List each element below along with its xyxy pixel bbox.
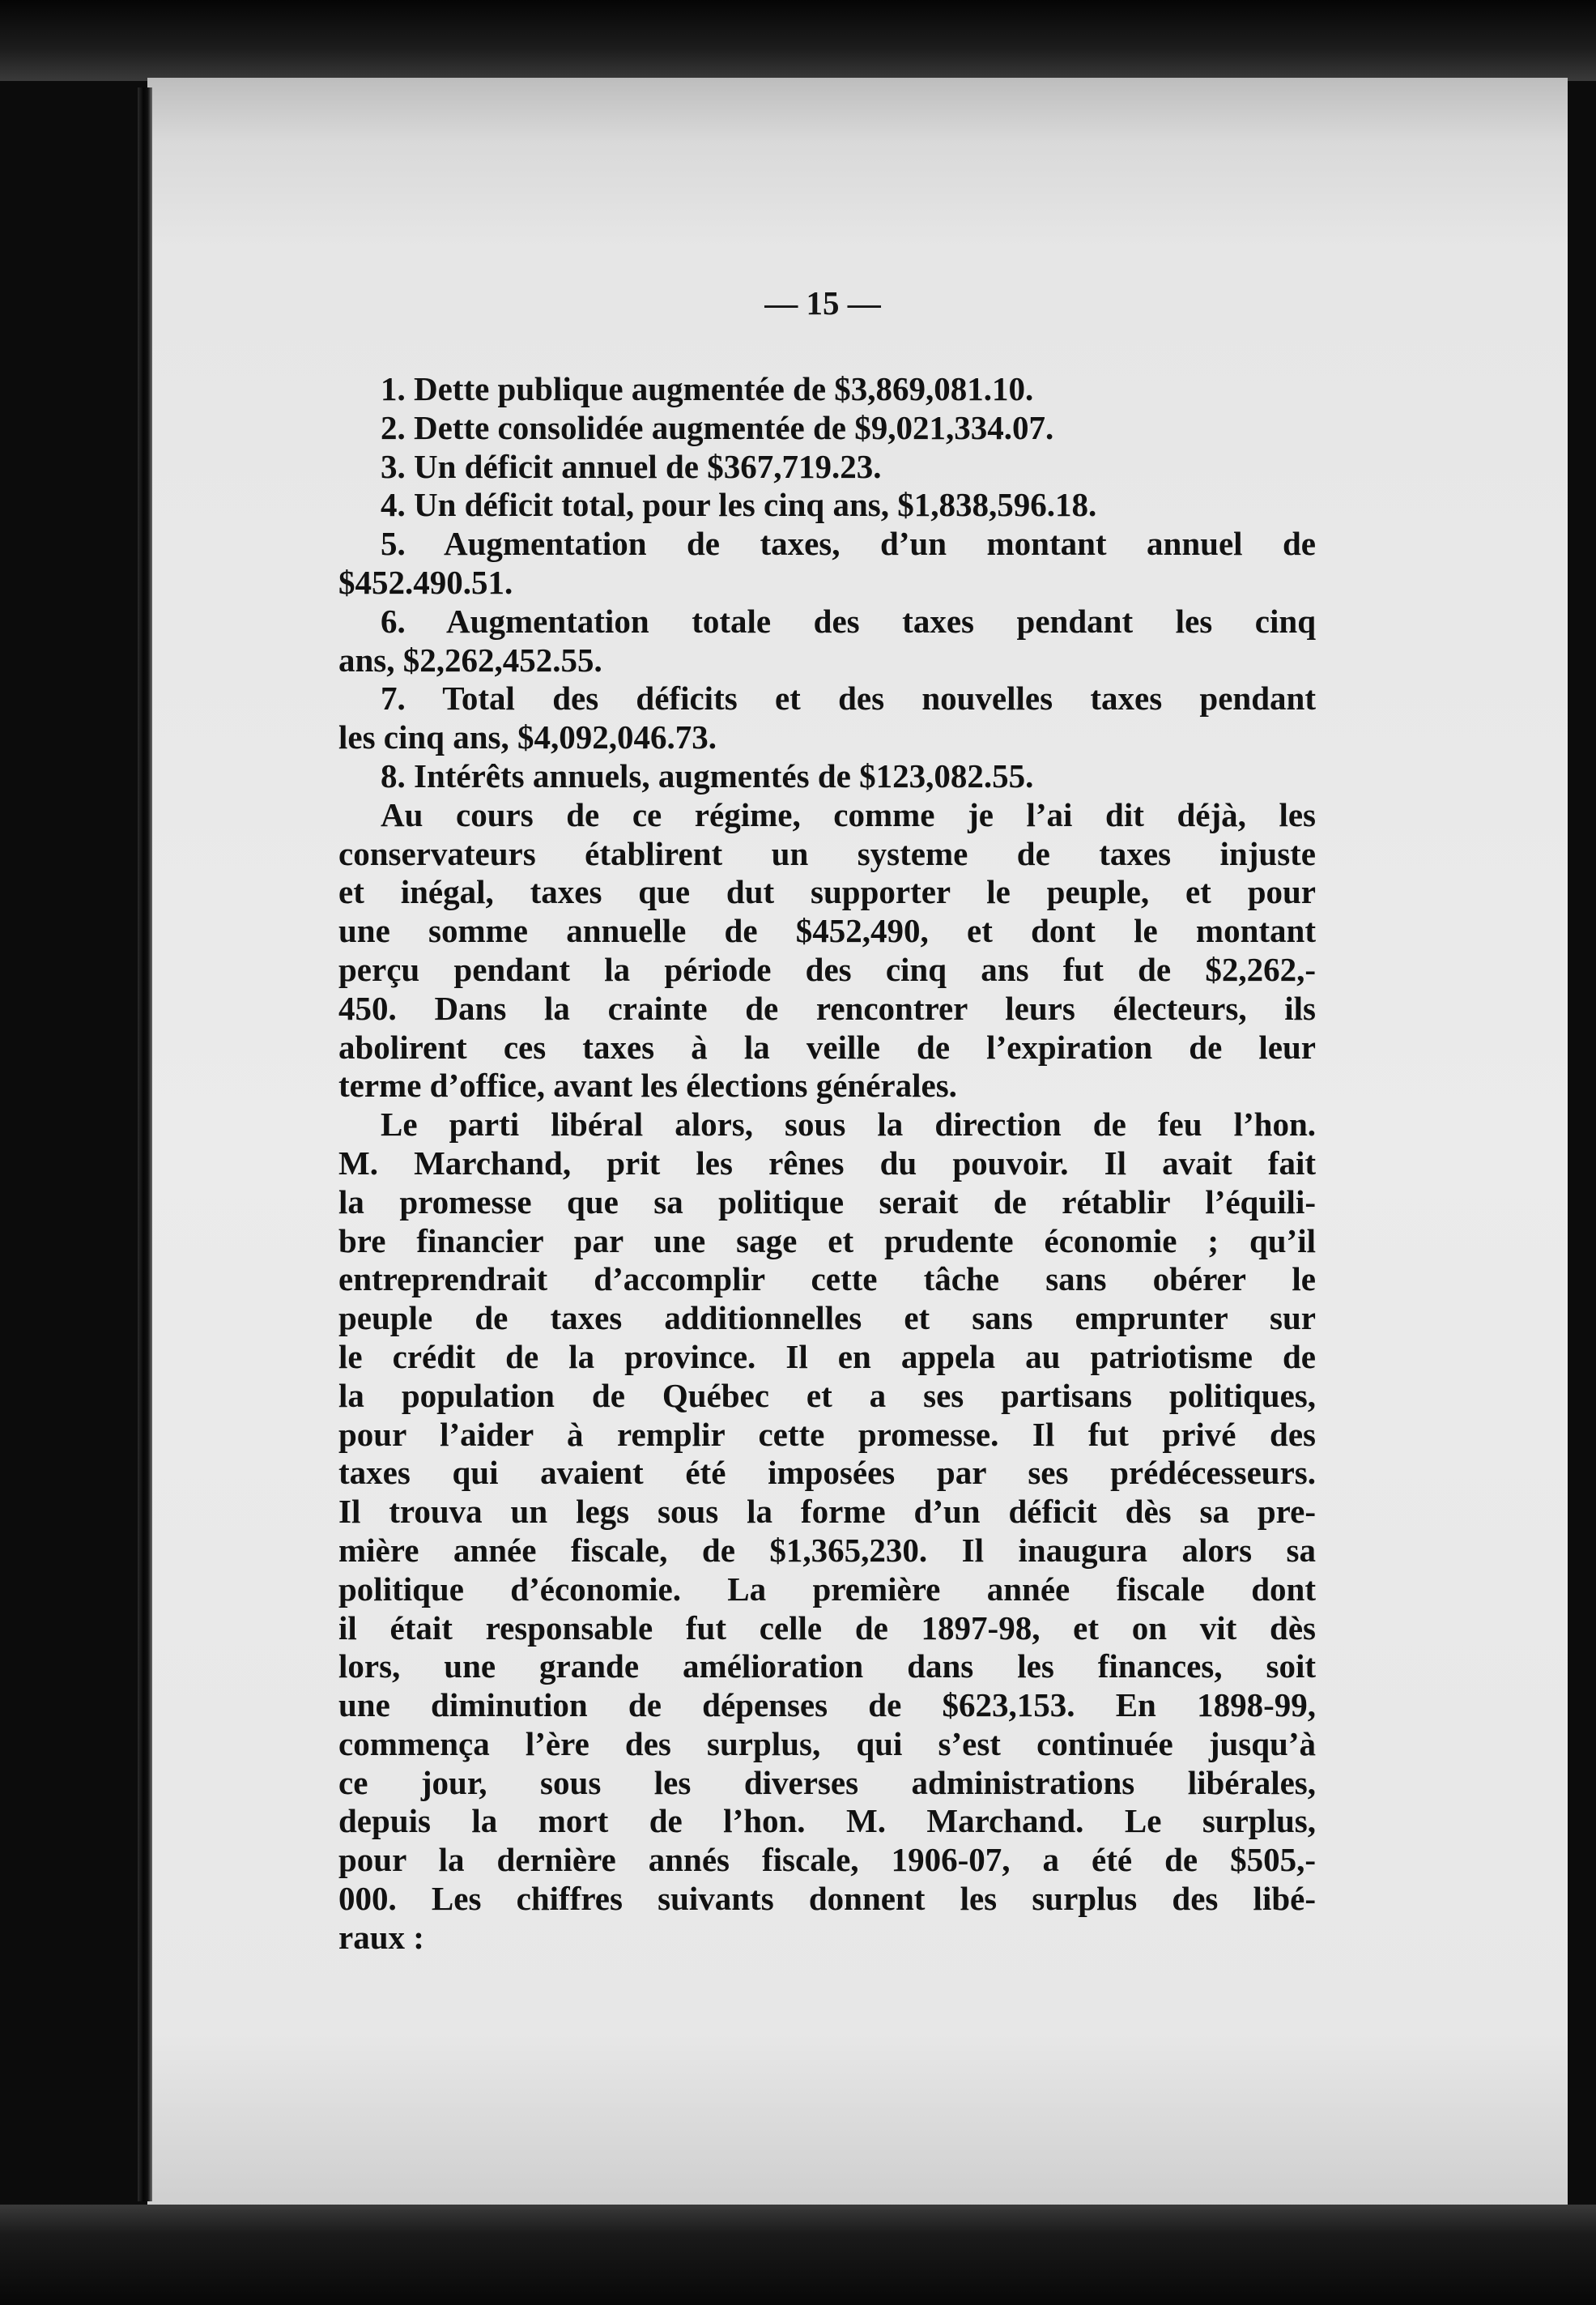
paragraph-line: commença l’ère des surplus, qui s’est continuée jusqu’à [338,1724,1316,1762]
paragraph [338,796,1316,1106]
paragraph-line: M. Marchand, prit les rênes du pouvoir. Il avait fait [338,1144,1316,1182]
list-item-line: 8. Intérêts annuels, augmentés de $123,082.55. [381,756,1034,795]
paragraph-line: une somme annuelle de $452,490, et dont le montant [338,912,1316,950]
list-item-line: 7. Total des déficits et des nouvelles taxes pendant [381,680,1316,718]
paragraph-line: depuis la mort de l’hon. M. Marchand. Le surplus, [338,1802,1316,1840]
page-spine-edge [138,87,152,2201]
list-item-line: 5. Augmentation de taxes, d’un montant annuel de [381,525,1316,563]
paragraph-line: mière année fiscale, de $1,365,230. Il inaugura alors sa [338,1531,1316,1569]
list-item-line: 2. Dette consolidée augmentée de $9,021,334.07. [381,408,1054,446]
list-item-line: 1. Dette publique augmentée de $3,869,081.10. [381,370,1034,407]
paragraph-line: 000. Les chiffres suivants donnent les surplus des libé- [338,1880,1316,1918]
page-text [338,370,1316,1958]
paragraph-line: Le parti libéral alors, sous la direction de feu l’hon. [381,1106,1316,1144]
list-item-line: $452.490.51. [338,563,513,601]
list-item-line: 6. Augmentation totale des taxes pendant les cinq [381,602,1316,640]
numbered-list [338,370,1316,796]
scan-border-bottom [0,2205,1596,2305]
paragraph-line: terme d’office, avant les élections générales. [338,1067,957,1105]
paragraph-line: perçu pendant la période des cinq ans fut de $2,262,- [338,950,1316,988]
paragraph-line: Au cours de ce régime, comme je l’ai dit déjà, les [381,795,1316,833]
paragraph-line: raux : [338,1918,424,1956]
paragraph-line: ce jour, sous les diverses administrations libérales, [338,1763,1316,1801]
paragraph-line: pour l’aider à remplir cette promesse. Il fut privé des [338,1415,1316,1453]
paragraph-line: lors, une grande amélioration dans les finances, soit [338,1647,1316,1685]
paragraph-line: il était responsable fut celle de 1897-98, et on vit dès [338,1608,1316,1647]
paragraph-line: peuple de taxes additionnelles et sans emprunter sur [338,1299,1316,1337]
scan-border-top [0,0,1596,81]
paragraph-line: la population de Québec et a ses partisans politiques, [338,1376,1316,1414]
paragraph-line: la promesse que sa politique serait de rétablir l’équili- [338,1182,1316,1221]
paragraph-line: abolirent ces taxes à la veille de l’expiration de leur [338,1028,1316,1066]
list-item-line: ans, $2,262,452.55. [338,641,602,679]
paragraph-line: 450. Dans la crainte de rencontrer leurs électeurs, ils [338,989,1316,1027]
page-number: — 15 — [764,284,881,322]
list-item-line: les cinq ans, $4,092,046.73. [338,718,717,756]
paragraph-line: le crédit de la province. Il en appela au patriotisme de [338,1337,1316,1375]
paragraph-line: entreprendrait d’accomplir cette tâche sans obérer le [338,1260,1316,1298]
list-item-line: 4. Un déficit total, pour les cinq ans, $1,838,596.18. [381,486,1097,524]
paragraph-line: taxes qui avaient été imposées par ses prédécesseurs. [338,1454,1316,1492]
paragraph-line: pour la dernière annés fiscale, 1906-07, a été de $505,- [338,1841,1316,1879]
paragraph-line: conservateurs établirent un systeme de taxes injuste [338,834,1316,872]
paragraph-line: et inégal, taxes que dut supporter le peuple, et pour [338,873,1316,911]
paragraph-line: Il trouva un legs sous la forme d’un déficit dès sa pre- [338,1493,1316,1531]
paragraph [338,1106,1316,1958]
paragraph-line: une diminution de dépenses de $623,153. En 1898-99, [338,1686,1316,1724]
list-item-line: 3. Un déficit annuel de $367,719.23. [381,447,882,485]
paragraph-line: bre financier par une sage et prudente économie ; qu’il [338,1221,1316,1259]
paragraph-line: politique d’économie. La première année fiscale dont [338,1570,1316,1608]
